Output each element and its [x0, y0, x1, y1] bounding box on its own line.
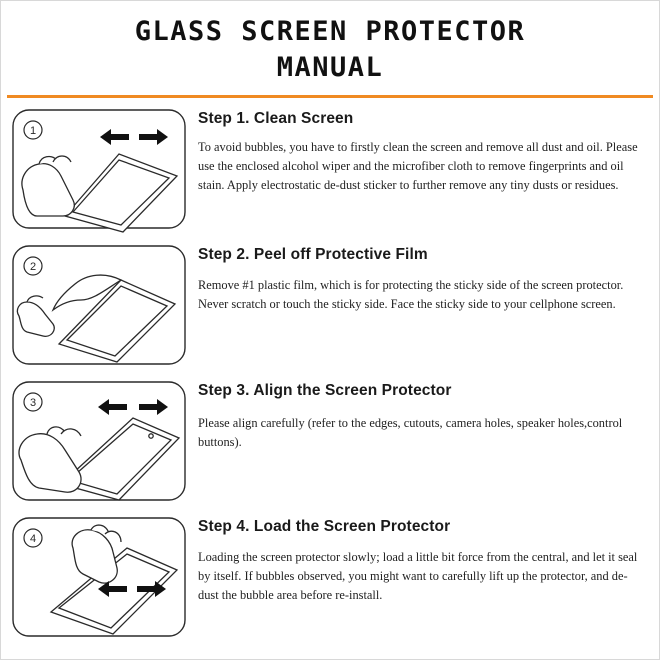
svg-text:2: 2	[29, 260, 37, 273]
step-3-title: Step 3. Align the Screen Protector	[198, 381, 452, 399]
step-2-illustration	[1, 240, 196, 372]
step-3-text	[196, 376, 659, 452]
step-2-title: Step 2. Peel off Protective Film	[198, 245, 428, 263]
step-3-body: Please align carefully (refer to the edges, cutouts, camera holes, speaker holes,control buttons).	[198, 415, 623, 449]
step-1-text	[196, 104, 659, 196]
list-item	[1, 376, 659, 512]
list-item	[1, 240, 659, 376]
steps-list	[1, 98, 659, 648]
page-title-line-2: MANUAL	[276, 51, 384, 83]
step-4-body: Loading the screen protector slowly; load a little bit force from the central, and let it seal by itself. If bubbles observed, you might want to carefully lift up the protector, and de-dust the bubble area before re-install.	[198, 549, 638, 602]
step-1-body: To avoid bubbles, you have to firstly clean the screen and remove all dust and oil. Please use the enclosed alcohol wiper and the microfiber cloth to remove fingerprints and oil stain. Apply electrostatic de-dust sticker to further remove any tiny dusts or residues.	[198, 139, 638, 192]
svg-text:1: 1	[29, 124, 37, 137]
step-1-illustration	[1, 104, 196, 236]
step-1-title: Step 1. Clean Screen	[198, 109, 354, 127]
step-2-body: Remove #1 plastic film, which is for protecting the sticky side of the screen protector. Never scratch or touch the sticky side. Face the sticky side to your cellphone screen.	[198, 277, 624, 311]
step-4-illustration	[1, 512, 196, 644]
step-4-text	[196, 512, 659, 606]
list-item	[1, 512, 659, 648]
page-title-line-1: GLASS SCREEN PROTECTOR	[134, 16, 526, 47]
step-3-illustration	[1, 376, 196, 508]
step-2-text	[196, 240, 659, 314]
list-item	[1, 104, 659, 240]
document-header	[1, 1, 659, 98]
step-4-title: Step 4. Load the Screen Protector	[198, 517, 451, 535]
svg-text:3: 3	[29, 396, 37, 409]
svg-text:4: 4	[29, 532, 37, 545]
